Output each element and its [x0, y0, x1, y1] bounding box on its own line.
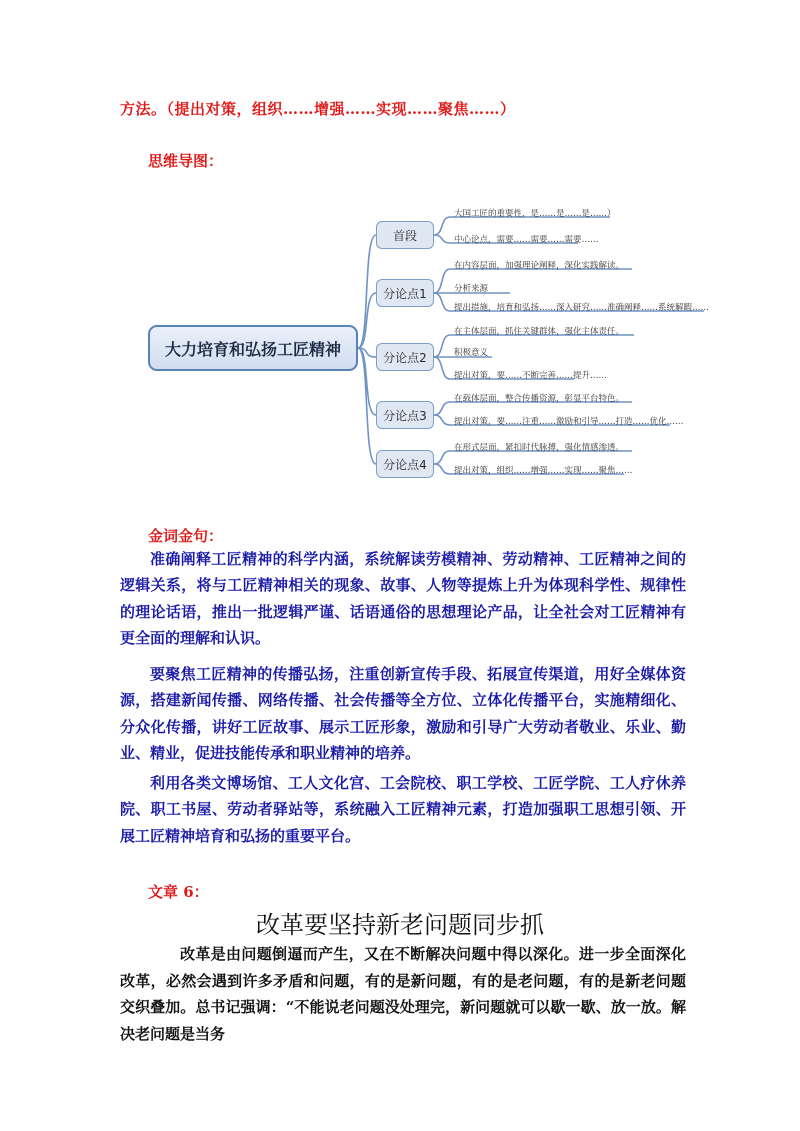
mindmap-leaf: 中心论点，需要……需要……需要……: [454, 235, 599, 245]
mindmap-node-opening: 首段: [376, 221, 434, 249]
method-line: 方法。（提出对策，组织……增强……实现……聚焦……）: [120, 100, 516, 118]
mindmap-label: 思维导图：: [148, 152, 224, 170]
mindmap-leaf: 大国工匠的重要性，是……是……是……）: [454, 209, 616, 219]
mindmap-root: 大力培育和弘扬工匠精神: [148, 325, 358, 371]
mindmap-leaf: 在载体层面，整合传播资源，彰显平台特色。: [454, 394, 625, 404]
mindmap-node-point-3: 分论点3: [376, 401, 434, 429]
mindmap-leaf: 在主体层面，抓住关键群体，强化主体责任。: [454, 327, 625, 337]
article-title: 改革要坚持新老问题同步抓: [256, 911, 544, 939]
mindmap-leaf: 在形式层面，紧扣时代脉搏，强化情感渗透。: [454, 443, 625, 453]
article-label: 文章 6：: [148, 883, 209, 901]
mindmap-leaf: 积极意义: [454, 348, 489, 358]
mindmap-leaf: 提出对策，要……不断完善……提升……: [454, 371, 608, 381]
golden-quotes-label: 金词金句：: [148, 527, 224, 545]
mindmap-leaf: 在内容层面，加强理论阐释，深化实践解读。: [454, 261, 625, 271]
golden-paragraph-3: 利用各类文博场馆、工人文化宫、工会院校、职工学校、工匠学院、工人疗休养院、职工书屋、劳动者驿站等，系统融入工匠精神元素，打造加强职工思想引领、开展工匠精神培育和弘扬的重要平台。: [120, 774, 686, 845]
golden-paragraph-1: 准确阐释工匠精神的科学内涵，系统解读劳模精神、劳动精神、工匠精神之间的逻辑关系，将与工匠精神相关的现象、故事、人物等提炼上升为体现科学性、规律性的理论话语，推出一批逻辑严谨、话语通俗的思想理论产品，让全社会对工匠精神有更全面的理解和认识。: [120, 550, 686, 648]
mindmap-leaf: 提出对策，要……注重……激励和引导……打造……优化……: [454, 417, 684, 427]
mindmap-node-point-2: 分论点2: [376, 343, 434, 371]
mindmap-leaf: 提出措施，培育和弘扬……深入研究……准确阐释……系统解暇……: [454, 303, 710, 313]
mindmap-node-point-1: 分论点1: [376, 279, 434, 307]
mindmap-leaf: 提出对策，组织……增强……实现……聚焦……: [454, 466, 633, 476]
mind-map: [148, 205, 708, 495]
mindmap-leaf: 分析来源: [454, 284, 489, 294]
golden-paragraph-2: 要聚焦工匠精神的传播弘扬，注重创新宣传手段、拓展宣传渠道，用好全媒体资源，搭建新闻传播、网络传播、社会传播等全方位、立体化传播平台，实施精细化、分众化传播，讲好工匠故事、展示工匠形象，激励和引导广大劳动者敬业、乐业、勤业、精业，促进技能传承和职业精神的培养。: [120, 665, 686, 763]
mindmap-node-point-4: 分论点4: [376, 450, 434, 478]
article-body: 改革是由问题倒逼而产生，又在不断解决问题中得以深化。进一步全面深化改革，必然会遇到许多矛盾和问题，有的是新问题，有的是老问题，有的是新老问题交织叠加。总书记强调：“不能说老问题没处理完，新问题就可以歇一歇、放一放。解决老问题是当务: [120, 945, 686, 1043]
